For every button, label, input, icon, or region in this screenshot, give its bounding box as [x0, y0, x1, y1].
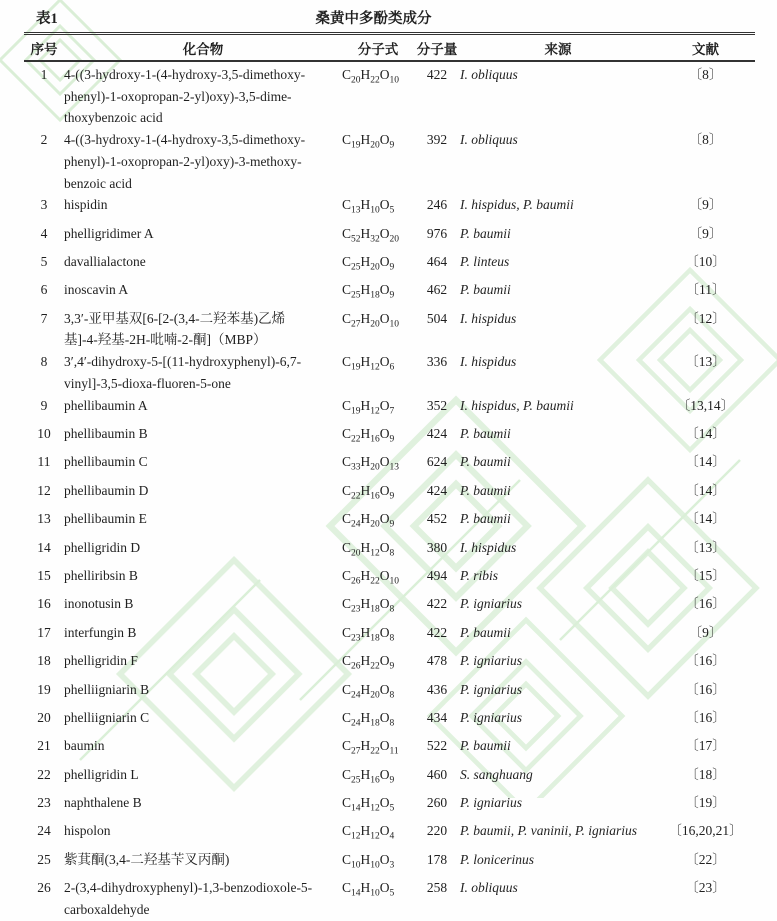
cell-seq: 7	[40, 310, 48, 326]
cell-compound	[64, 679, 342, 707]
cell-ref: 〔14〕	[685, 425, 726, 441]
table-body	[24, 61, 755, 921]
table-row	[24, 565, 755, 593]
cell-seq: 26	[37, 880, 51, 896]
header-formula: 分子式	[342, 34, 414, 62]
cell-source: P. baumii	[460, 225, 511, 241]
compound-line: inoscavin A	[64, 282, 129, 298]
cell-compound	[64, 877, 342, 920]
cell-compound	[64, 820, 342, 848]
cell-ref: 〔17〕	[685, 738, 726, 754]
header-mw: 分子量	[414, 34, 460, 62]
cell-source: I. hispidus, P. baumii	[460, 397, 574, 413]
table-row	[24, 792, 755, 820]
cell-compound	[64, 61, 342, 129]
cell-seq: 17	[37, 624, 51, 640]
cell-mw: 392	[426, 132, 448, 148]
cell-compound	[64, 351, 342, 394]
cell-ref: 〔10〕	[685, 254, 726, 269]
cell-mw: 460	[426, 766, 448, 782]
cell-mw: 494	[426, 567, 448, 583]
cell-compound	[64, 308, 342, 351]
cell-seq: 12	[37, 482, 51, 498]
table-row	[24, 679, 755, 707]
cell-formula: $C_{10}H_{10}O_3$	[342, 851, 395, 871]
table-row	[24, 423, 755, 451]
cell-source: P. linteus	[460, 254, 510, 269]
cell-ref: 〔16〕	[685, 681, 726, 697]
cell-compound	[64, 764, 342, 792]
table-row	[24, 508, 755, 536]
header-compound: 化合物	[64, 34, 342, 62]
cell-compound	[64, 251, 342, 279]
cell-seq: 16	[37, 596, 51, 612]
cell-source: P. baumii	[460, 425, 511, 441]
table-row	[24, 849, 755, 877]
cell-seq: 10	[37, 425, 51, 441]
cell-formula: $C_{24}H_{20}O_9$	[342, 511, 395, 530]
cell-ref: 〔14〕	[685, 511, 726, 527]
cell-formula: $C_{19}H_{12}O_6$	[342, 354, 395, 373]
compound-line: vinyl]-3,5-dioxa-fluoren-5-one	[64, 375, 231, 391]
compound-line: phelliribsin B	[64, 567, 138, 583]
table-row	[24, 537, 755, 565]
cell-formula: $C_{14}H_{10}O_5$	[342, 880, 395, 899]
cell-mw: 424	[426, 425, 448, 441]
table-row	[24, 223, 755, 251]
cell-compound	[64, 129, 342, 194]
cell-source: I. hispidus, P. baumii	[460, 197, 574, 213]
cell-ref: 〔9〕	[688, 624, 723, 640]
cell-formula: $C_{19}H_{20}O_9$	[342, 132, 395, 151]
cell-mw: 422	[426, 624, 448, 640]
cell-seq: 22	[37, 766, 51, 782]
compound-line: 2-(3,4-dihydroxyphenyl)-1,3-benzodioxole-5-	[64, 880, 313, 896]
cell-formula: $C_{27}H_{22}O_{11}$	[342, 738, 399, 757]
compound-line: phelligridin D	[64, 539, 141, 555]
compound-line: phenyl)-1-oxopropan-2-yl)oxy)-3-methoxy-	[64, 153, 302, 169]
cell-mw: 258	[426, 880, 448, 896]
cell-seq: 15	[37, 567, 51, 583]
cell-formula: $C_{24}H_{18}O_8$	[342, 709, 395, 729]
cell-ref: 〔13〕	[685, 354, 726, 370]
cell-ref: 〔16〕	[685, 709, 726, 725]
cell-compound	[64, 792, 342, 820]
cell-seq: 20	[37, 709, 51, 725]
cell-seq: 21	[37, 738, 51, 754]
compound-line: phellibaumin A	[64, 397, 148, 413]
cell-seq: 5	[40, 254, 48, 269]
table-row	[24, 351, 755, 394]
cell-formula: $C_{25}H_{20}O_9$	[342, 254, 395, 273]
compound-line: 3,3′-亚甲基双[6-[2-(3,4-二羟苯基)乙烯	[64, 310, 286, 326]
cell-ref: 〔8〕	[688, 67, 723, 82]
cell-seq: 19	[37, 681, 51, 697]
cell-mw: 434	[426, 709, 448, 725]
table-row	[24, 650, 755, 678]
compound-line: phellibaumin E	[64, 511, 147, 527]
compound-line: phelligridin L	[64, 766, 139, 782]
table-row	[24, 451, 755, 479]
cell-mw: 478	[426, 653, 448, 669]
cell-mw: 464	[426, 254, 448, 269]
table-row	[24, 877, 755, 920]
cell-compound	[64, 735, 342, 763]
cell-source: I. obliquus	[460, 880, 518, 896]
cell-seq: 18	[37, 653, 51, 669]
cell-formula: $C_{25}H_{16}O_9$	[342, 766, 395, 786]
cell-formula: $C_{23}H_{18}O_8$	[342, 596, 395, 616]
cell-source: P. baumii, P. vaninii, P. igniarius	[460, 823, 638, 839]
cell-mw: 522	[426, 738, 448, 754]
cell-mw: 976	[426, 225, 448, 241]
cell-compound	[64, 279, 342, 307]
cell-ref: 〔12〕	[685, 310, 726, 326]
cell-formula: $C_{14}H_{12}O_5$	[342, 795, 395, 814]
cell-formula: $C_{22}H_{16}O_9$	[342, 425, 395, 445]
table-row	[24, 395, 755, 423]
cell-ref: 〔16,20,21〕	[668, 823, 743, 839]
cell-ref: 〔19〕	[685, 795, 726, 811]
cell-mw: 220	[426, 823, 448, 839]
cell-ref: 〔22〕	[685, 851, 726, 867]
cell-mw: 422	[426, 67, 448, 82]
cell-mw: 504	[426, 310, 448, 326]
header-seq: 序号	[24, 34, 64, 62]
cell-source: I. hispidus	[460, 539, 517, 555]
cell-mw: 436	[426, 681, 448, 697]
cell-seq: 6	[40, 282, 48, 298]
cell-source: P. igniarius	[460, 795, 523, 811]
cell-compound	[64, 650, 342, 678]
compound-line: hispolon	[64, 823, 111, 839]
cell-seq: 11	[37, 454, 51, 470]
cell-mw: 624	[426, 454, 448, 470]
cell-ref: 〔16〕	[685, 653, 726, 669]
cell-formula: $C_{19}H_{12}O_7$	[342, 397, 395, 417]
cell-source: P. igniarius	[460, 681, 523, 697]
cell-seq: 1	[40, 67, 48, 82]
cell-source: P. baumii	[460, 738, 511, 754]
cell-compound	[64, 849, 342, 877]
table-row	[24, 251, 755, 279]
cell-mw: 422	[426, 596, 448, 612]
table-row	[24, 61, 755, 129]
cell-ref: 〔14〕	[685, 454, 726, 470]
cell-source: P. baumii	[460, 511, 511, 527]
cell-ref: 〔9〕	[688, 197, 723, 213]
cell-ref: 〔9〕	[688, 225, 723, 241]
table-caption-bar	[0, 0, 777, 32]
cell-formula: $C_{20}H_{12}O_8$	[342, 539, 395, 559]
cell-source: P. baumii	[460, 482, 511, 498]
cell-source: S. sanghuang	[460, 766, 533, 782]
cell-compound	[64, 537, 342, 565]
compound-line: 紫萁酮(3,4-二羟基苄叉丙酮)	[64, 851, 230, 867]
table-number-label: 表1	[36, 11, 58, 27]
table-row	[24, 279, 755, 307]
cell-formula: $C_{26}H_{22}O_9$	[342, 653, 395, 672]
table-row	[24, 622, 755, 650]
cell-ref: 〔14〕	[685, 482, 726, 498]
cell-compound	[64, 480, 342, 508]
cell-ref: 〔8〕	[688, 132, 723, 148]
compound-line: interfungin B	[64, 624, 137, 640]
cell-formula: $C_{27}H_{20}O_{10}$	[342, 310, 400, 330]
cell-ref: 〔16〕	[685, 596, 726, 612]
cell-formula: $C_{25}H_{18}O_9$	[342, 282, 395, 302]
header-source: 来源	[460, 34, 656, 62]
cell-compound	[64, 451, 342, 479]
cell-seq: 2	[40, 132, 48, 148]
cell-source: P. igniarius	[460, 596, 523, 612]
compound-line: phellibaumin C	[64, 454, 148, 470]
cell-ref: 〔18〕	[685, 766, 726, 782]
compound-line: 基]-4-羟基-2H-吡喃-2-酮]（MBP）	[64, 332, 267, 348]
table-title: 桑黄中多酚类成分	[315, 11, 432, 27]
cell-source: P. ribis	[460, 567, 499, 583]
table-header-row	[24, 34, 755, 62]
compound-line: hispidin	[64, 197, 108, 213]
cell-mw: 424	[426, 482, 448, 498]
cell-formula: $C_{26}H_{22}O_{10}$	[342, 567, 400, 587]
cell-compound	[64, 395, 342, 423]
cell-compound	[64, 593, 342, 621]
table-row	[24, 129, 755, 194]
cell-source: P. baumii	[460, 624, 511, 640]
compound-line: benzoic acid	[64, 175, 132, 191]
cell-seq: 13	[37, 511, 51, 527]
cell-formula: $C_{52}H_{32}O_{20}$	[342, 225, 400, 245]
table-row	[24, 764, 755, 792]
cell-source: I. hispidus	[460, 310, 517, 326]
cell-compound	[64, 194, 342, 222]
cell-ref: 〔11〕	[685, 282, 726, 298]
cell-ref: 〔13,14〕	[676, 397, 735, 413]
compound-line: phelligridin F	[64, 653, 138, 669]
table-row	[24, 480, 755, 508]
cell-mw: 246	[426, 197, 448, 213]
cell-source: I. hispidus	[460, 354, 517, 370]
compound-line: phelliigniarin C	[64, 709, 150, 725]
cell-compound	[64, 508, 342, 536]
compound-line: 4-((3-hydroxy-1-(4-hydroxy-3,5-dimethoxy-	[64, 132, 306, 148]
cell-seq: 4	[40, 225, 48, 241]
cell-mw: 260	[426, 795, 448, 811]
cell-source: I. obliquus	[460, 132, 518, 148]
cell-source: P. baumii	[460, 454, 511, 470]
compound-line: phenyl)-1-oxopropan-2-yl)oxy)-3,5-dime-	[64, 88, 292, 104]
cell-formula: $C_{22}H_{16}O_9$	[342, 482, 395, 502]
compound-line: phelligridimer A	[64, 225, 154, 241]
cell-formula: $C_{23}H_{18}O_8$	[342, 624, 395, 644]
cell-mw: 178	[426, 851, 448, 867]
cell-source: I. obliquus	[460, 67, 518, 82]
cell-formula: $C_{24}H_{20}O_8$	[342, 681, 395, 701]
cell-seq: 3	[40, 197, 48, 213]
table-row	[24, 735, 755, 763]
cell-formula: $C_{12}H_{12}O_4$	[342, 823, 395, 843]
cell-compound	[64, 622, 342, 650]
compound-line: phelliigniarin B	[64, 681, 150, 697]
cell-source: P. lonicerinus	[460, 851, 534, 867]
cell-compound	[64, 223, 342, 251]
compound-line: phellibaumin D	[64, 482, 149, 498]
cell-formula: $C_{13}H_{10}O_5$	[342, 197, 395, 216]
table-row	[24, 593, 755, 621]
table-row	[24, 820, 755, 848]
compound-line: phellibaumin B	[64, 425, 148, 441]
cell-mw: 336	[426, 354, 448, 370]
table-row	[24, 308, 755, 351]
cell-seq: 8	[40, 354, 48, 370]
cell-source: P. baumii	[460, 282, 511, 298]
cell-ref: 〔23〕	[685, 880, 726, 896]
cell-seq: 14	[37, 539, 51, 555]
table-row	[24, 707, 755, 735]
compound-line: davallialactone	[64, 254, 146, 269]
cell-seq: 24	[37, 823, 51, 839]
cell-compound	[64, 423, 342, 451]
cell-seq: 23	[37, 795, 51, 811]
cell-formula: $C_{33}H_{20}O_{13}$	[342, 454, 400, 474]
cell-compound	[64, 707, 342, 735]
cell-ref: 〔15〕	[685, 567, 726, 583]
compound-line: 3′,4′-dihydroxy-5-[(11-hydroxyphenyl)-6,7-	[64, 354, 302, 370]
cell-formula: $C_{20}H_{22}O_{10}$	[342, 67, 400, 86]
compound-line: 4-((3-hydroxy-1-(4-hydroxy-3,5-dimethoxy-	[64, 67, 306, 82]
compound-table	[24, 32, 755, 921]
compound-line: inonotusin B	[64, 596, 134, 612]
cell-source: P. igniarius	[460, 709, 523, 725]
cell-mw: 380	[426, 539, 448, 555]
cell-seq: 25	[37, 851, 51, 867]
compound-line: carboxaldehyde	[64, 901, 150, 917]
cell-mw: 352	[426, 397, 448, 413]
cell-mw: 452	[426, 511, 448, 527]
cell-mw: 462	[426, 282, 448, 298]
table-row	[24, 194, 755, 222]
cell-ref: 〔13〕	[685, 539, 726, 555]
compound-line: baumin	[64, 738, 105, 754]
compound-line: naphthalene B	[64, 795, 142, 811]
compound-line: thoxybenzoic acid	[64, 110, 163, 126]
cell-seq: 9	[40, 397, 48, 413]
cell-compound	[64, 565, 342, 593]
cell-source: P. igniarius	[460, 653, 523, 669]
header-ref: 文献	[656, 34, 755, 62]
